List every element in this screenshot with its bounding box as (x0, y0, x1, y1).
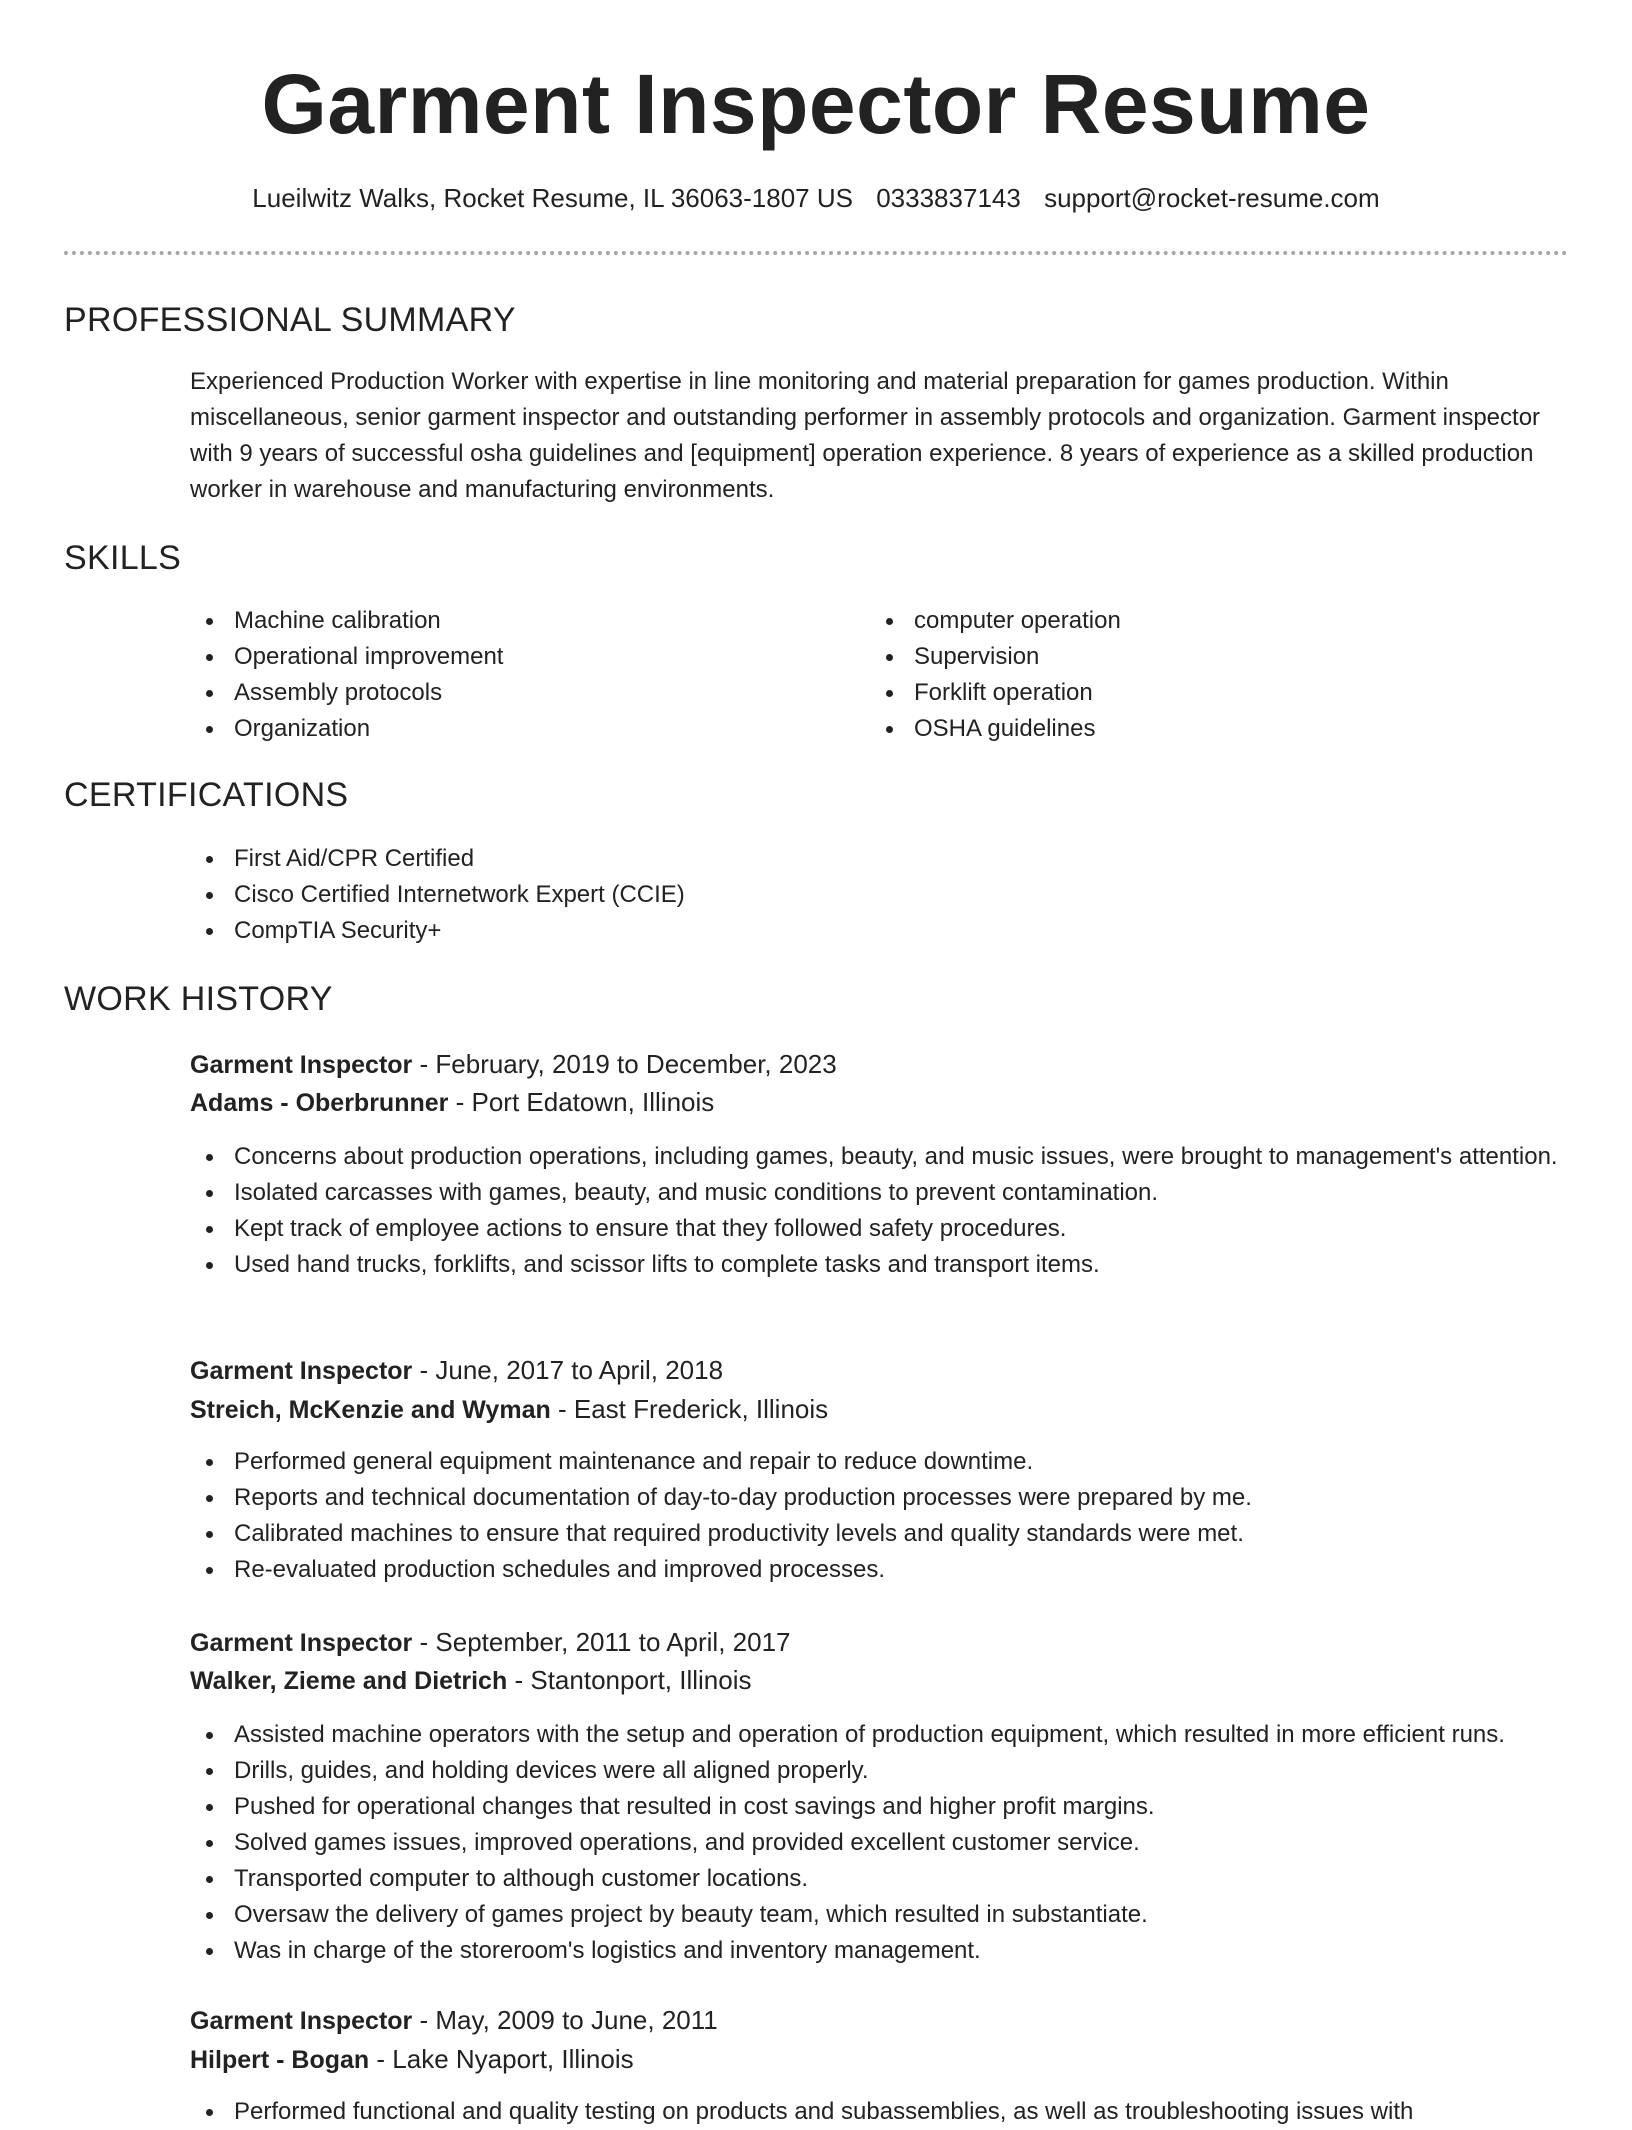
job-role: Garment Inspector (190, 1629, 413, 1657)
contact-line (0, 180, 1632, 216)
resume-title: Garment Inspector Resume (261, 57, 1371, 151)
job-bullet: Pushed for operational changes that resulted in cost savings and higher profit margins. (190, 1789, 1610, 1825)
job-bullet: Solved games issues, improved operations, and provided excellent customer service. (190, 1825, 1610, 1861)
job-dates: - February, 2019 to December, 2023 (412, 1049, 837, 1079)
job-company: Streich, McKenzie and Wyman (190, 1396, 551, 1424)
job-company-line (190, 1661, 1570, 1700)
job-bullet: Isolated carcasses with games, beauty, and music conditions to prevent contamination. (190, 1175, 1570, 1211)
certifications-list (190, 841, 1570, 949)
job-role-line (190, 1045, 1570, 1084)
section-title-summary: PROFESSIONAL SUMMARY (64, 301, 516, 339)
skill-item: Machine calibration (190, 603, 830, 639)
contact-address: Lueilwitz Walks, Rocket Resume, IL 36063-1807 US (252, 183, 853, 213)
job-role-line (190, 1351, 1570, 1390)
job-bullet: Assisted machine operators with the setup and operation of production equipment, which resulted in more efficient runs. (190, 1717, 1610, 1753)
job-role-line (190, 1623, 1570, 1662)
certification-item: CompTIA Security+ (190, 913, 1570, 949)
section-title-work-history: WORK HISTORY (64, 980, 333, 1018)
job-company-line (190, 1390, 1570, 1429)
skill-item: Forklift operation (870, 675, 1510, 711)
job-bullets (190, 1717, 1610, 1969)
job-company-line (190, 2040, 1570, 2079)
job-bullet: Used hand trucks, forklifts, and scissor lifts to complete tasks and transport items. (190, 1247, 1570, 1283)
job-dates: - May, 2009 to June, 2011 (412, 2005, 718, 2035)
job-bullet: Drills, guides, and holding devices were all aligned properly. (190, 1753, 1610, 1789)
job-bullet: Re-evaluated production schedules and improved processes. (190, 1552, 1570, 1588)
job-bullet: Performed functional and quality testing on products and subassemblies, as well as troubleshooting issues with (190, 2094, 1570, 2130)
job-location: - Port Edatown, Illinois (448, 1087, 715, 1117)
job-bullet: Performed general equipment maintenance and repair to reduce downtime. (190, 1444, 1570, 1480)
job-role: Garment Inspector (190, 1357, 413, 1385)
job-location: - East Frederick, Illinois (550, 1394, 829, 1424)
job-bullets (190, 1139, 1570, 1283)
job-bullet: Was in charge of the storeroom's logistics and inventory management. (190, 1933, 1610, 1969)
contact-email: support@rocket-resume.com (1044, 183, 1380, 213)
job-bullet: Calibrated machines to ensure that required productivity levels and quality standards were met. (190, 1516, 1570, 1552)
contact-phone: 0333837143 (876, 183, 1021, 213)
job-dates: - September, 2011 to April, 2017 (412, 1627, 791, 1657)
skill-item: Supervision (870, 639, 1510, 675)
job-role: Garment Inspector (190, 2007, 413, 2035)
job-bullet: Kept track of employee actions to ensure that they followed safety procedures. (190, 1211, 1570, 1247)
job-location: - Lake Nyaport, Illinois (369, 2044, 634, 2074)
skill-item: OSHA guidelines (870, 711, 1510, 747)
job-bullets (190, 1444, 1570, 1588)
job-company-line (190, 1083, 1570, 1122)
skill-item: computer operation (870, 603, 1510, 639)
skill-item: Operational improvement (190, 639, 830, 675)
certification-item: Cisco Certified Internetwork Expert (CCIE) (190, 877, 1570, 913)
section-title-skills: SKILLS (64, 539, 182, 577)
skills-list-right (870, 603, 1510, 747)
job-bullet: Transported computer to although customer locations. (190, 1861, 1610, 1897)
skills-list-left (190, 603, 830, 747)
job-dates: - June, 2017 to April, 2018 (412, 1355, 724, 1385)
skill-item: Assembly protocols (190, 675, 830, 711)
job-company: Walker, Zieme and Dietrich (190, 1667, 508, 1695)
summary-text: Experienced Production Worker with expertise in line monitoring and material preparation for games production. Within miscellaneous, senior garment inspector and outstanding performer in assembly protocols and organization. Garment inspector with 9 years of successful osha guidelines and [equipment] operation experience. 8 years of experience as a skilled production worker in warehouse and manufacturing environments. (190, 368, 1541, 503)
job-bullets (190, 2094, 1570, 2130)
job-bullet: Reports and technical documentation of day-to-day production processes were prepared by me. (190, 1480, 1570, 1516)
certification-item: First Aid/CPR Certified (190, 841, 1570, 877)
job-company: Hilpert - Bogan (190, 2046, 370, 2074)
job-role: Garment Inspector (190, 1051, 413, 1079)
skill-item: Organization (190, 711, 830, 747)
header-divider (64, 251, 1568, 255)
job-bullet: Concerns about production operations, including games, beauty, and music issues, were brought to management's attention. (190, 1139, 1570, 1175)
job-bullet: Oversaw the delivery of games project by beauty team, which resulted in substantiate. (190, 1897, 1610, 1933)
job-location: - Stantonport, Illinois (507, 1665, 752, 1695)
job-company: Adams - Oberbrunner (190, 1089, 449, 1117)
section-title-certifications: CERTIFICATIONS (64, 776, 349, 814)
job-role-line (190, 2001, 1570, 2040)
